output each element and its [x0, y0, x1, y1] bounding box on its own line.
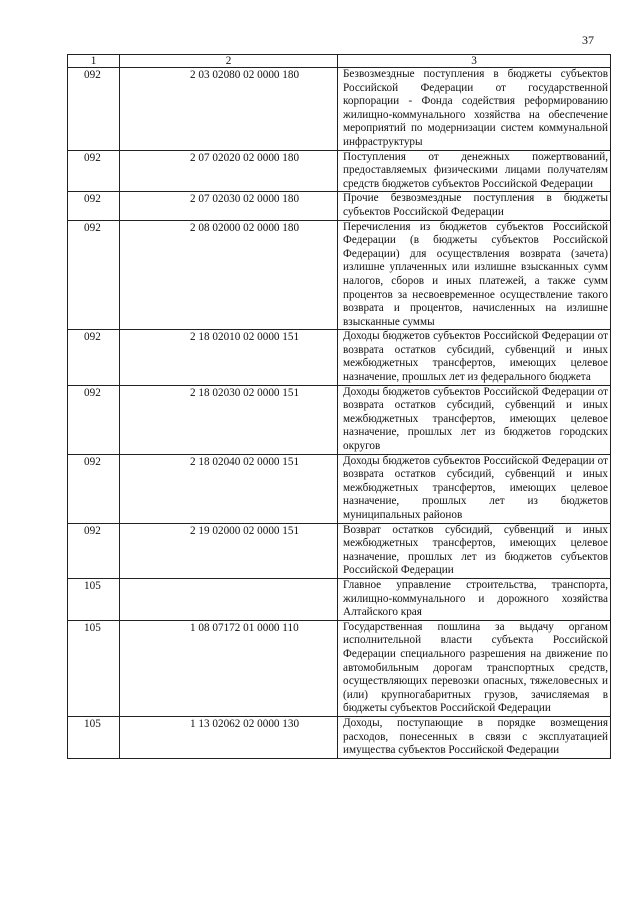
table-row: [68, 220, 611, 330]
administrator-code: 092: [68, 192, 120, 220]
column-header-1: 1: [68, 55, 120, 68]
classification-code: 2 18 02030 02 0000 151: [120, 385, 338, 454]
administrator-code: 092: [68, 68, 120, 151]
table-row: [68, 192, 611, 220]
administrator-code: 092: [68, 385, 120, 454]
revenue-name: Прочие безвозмездные поступления в бюджеты субъектов Российской Федерации: [338, 192, 611, 220]
administrator-code: 105: [68, 716, 120, 758]
table-row: [68, 578, 611, 620]
table-row: [68, 150, 611, 192]
classification-code: 2 07 02020 02 0000 180: [120, 150, 338, 192]
classification-code: 2 07 02030 02 0000 180: [120, 192, 338, 220]
administrator-code: 105: [68, 578, 120, 620]
table-row: [68, 68, 611, 151]
revenue-name: Доходы бюджетов субъектов Российской Федерации от возврата остатков субсидий, субвенций и иных межбюджетных трансфертов, имеющих целевое назначение, прошлых лет из бюджетов городских округов: [338, 385, 611, 454]
classification-code: 2 18 02010 02 0000 151: [120, 330, 338, 385]
column-header-2: 2: [120, 55, 338, 68]
revenue-name: Поступления от денежных пожертвований, предоставляемых физическими лицами получателям средств бюджетов субъектов Российской Федерации: [338, 150, 611, 192]
classification-code: 2 03 02080 02 0000 180: [120, 68, 338, 151]
administrator-code: 105: [68, 620, 120, 716]
classification-code: 2 18 02040 02 0000 151: [120, 454, 338, 523]
revenue-name: Перечисления из бюджетов субъектов Российской Федерации (в бюджеты субъектов Российской Федерации) для осуществления возврата (зачета) излишне уплаченных или излишне взысканных сумм налогов, сборов и иных платежей, а также сумм процентов за несвоевременное осуществление такого возврата и процентов, начисленных на излишне взысканные суммы: [338, 220, 611, 330]
table-header-row: [68, 55, 611, 68]
revenue-name: Главное управление строительства, транспорта, жилищно-коммунального и дорожного хозяйства Алтайского края: [338, 578, 611, 620]
classification-code: 1 13 02062 02 0000 130: [120, 716, 338, 758]
revenue-name: Доходы бюджетов субъектов Российской Федерации от возврата остатков субсидий, субвенций и иных межбюджетных трансфертов, имеющих целевое назначение, прошлых лет из бюджетов муниципальных районов: [338, 454, 611, 523]
table-row: [68, 454, 611, 523]
table-row: [68, 620, 611, 716]
column-header-3: 3: [338, 55, 611, 68]
table-row: [68, 716, 611, 758]
revenue-name: Возврат остатков субсидий, субвенций и иных межбюджетных трансфертов, имеющих целевое назначение, прошлых лет из бюджетов субъектов Российской Федерации: [338, 523, 611, 578]
administrator-code: 092: [68, 220, 120, 330]
classification-code: 1 08 07172 01 0000 110: [120, 620, 338, 716]
classification-code: [120, 578, 338, 620]
budget-classification-table: [67, 54, 611, 759]
administrator-code: 092: [68, 150, 120, 192]
table-row: [68, 523, 611, 578]
table-row: [68, 330, 611, 385]
page-number: 37: [582, 33, 594, 47]
classification-code: 2 19 02000 02 0000 151: [120, 523, 338, 578]
administrator-code: 092: [68, 523, 120, 578]
classification-code: 2 08 02000 02 0000 180: [120, 220, 338, 330]
revenue-name: Безвозмездные поступления в бюджеты субъектов Российской Федерации от государственной корпорации - Фонда содействия реформированию жилищно-коммунального хозяйства на обеспечение мероприятий по модернизации систем коммунальной инфраструктуры: [338, 68, 611, 151]
revenue-name: Доходы бюджетов субъектов Российской Федерации от возврата остатков субсидий, субвенций и иных межбюджетных трансфертов, имеющих целевое назначение, прошлых лет из федерального бюджета: [338, 330, 611, 385]
administrator-code: 092: [68, 454, 120, 523]
revenue-name: Доходы, поступающие в порядке возмещения расходов, понесенных в связи с эксплуатацией имущества субъектов Российской Федерации: [338, 716, 611, 758]
revenue-name: Государственная пошлина за выдачу органом исполнительной власти субъекта Российской Федерации специального разрешения на движение по автомобильным дорогам транспортных средств, осуществляющих перевозки опасных, тяжеловесных и (или) крупногабаритных грузов, зачисляемая в бюджеты субъектов Российской Федерации: [338, 620, 611, 716]
table-row: [68, 385, 611, 454]
administrator-code: 092: [68, 330, 120, 385]
